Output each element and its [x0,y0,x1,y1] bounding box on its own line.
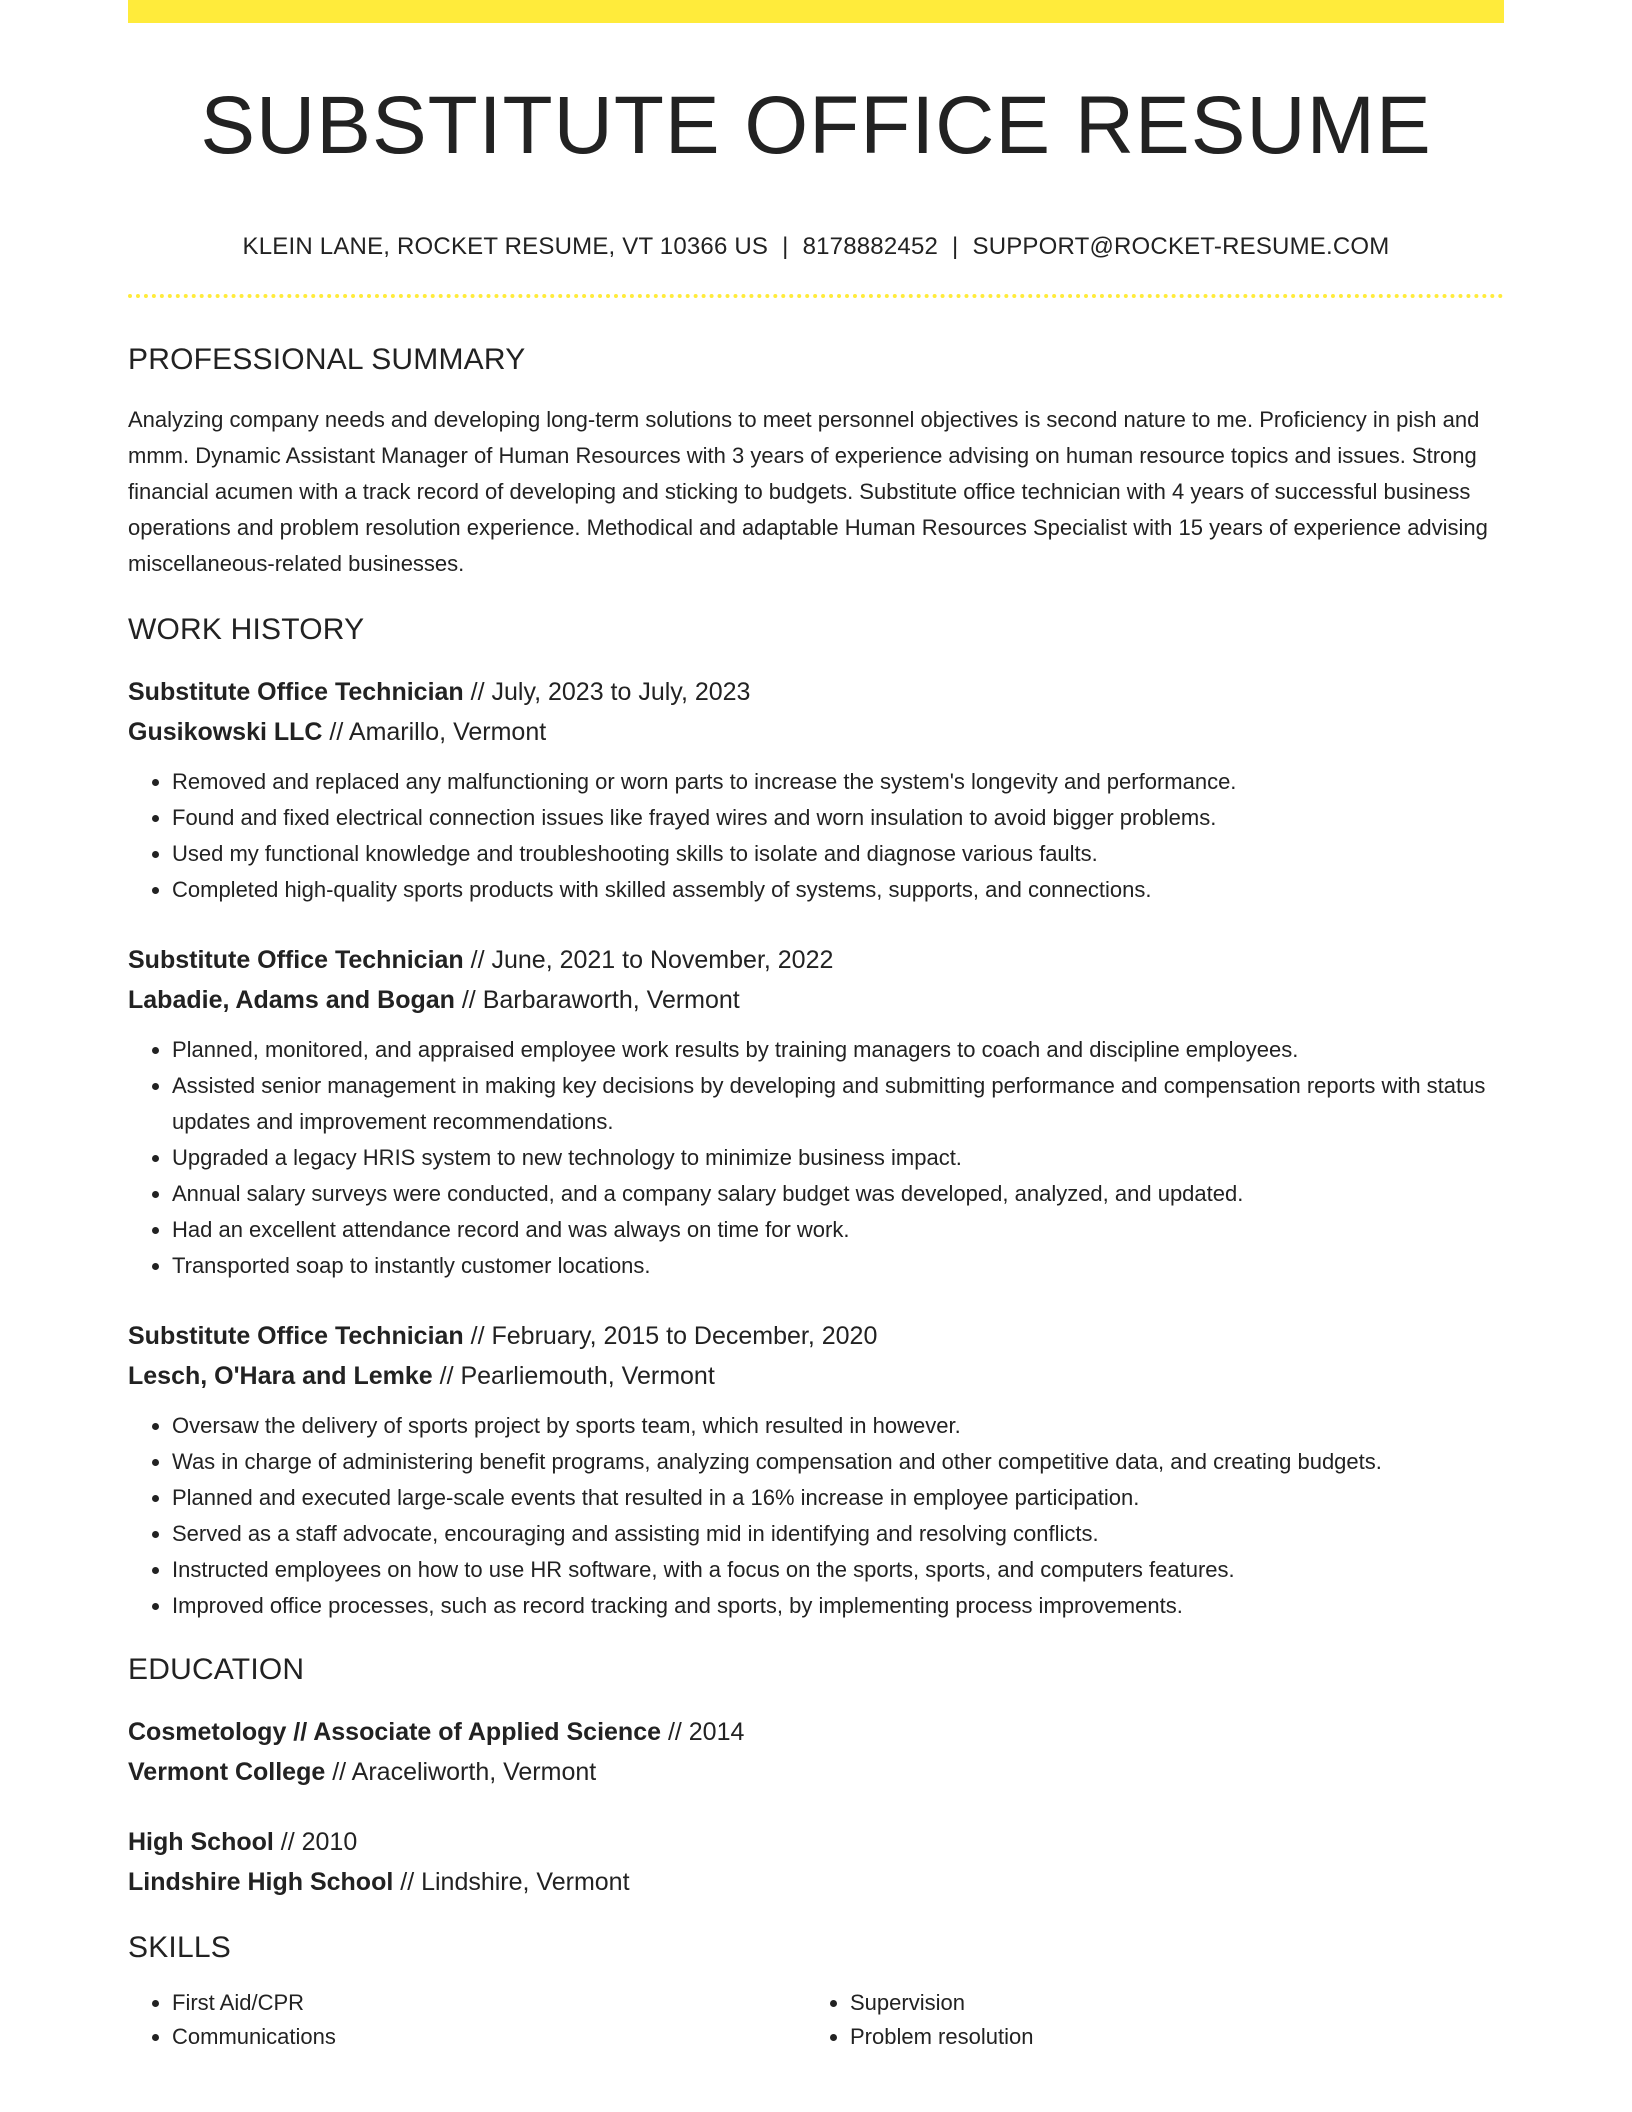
education-school-line [128,1862,1504,1902]
job-entry [128,672,1504,908]
job-location: // Pearliemouth, Vermont [432,1361,715,1390]
work-history-heading: WORK HISTORY [128,612,365,646]
contact-phone: 8178882452 [802,233,939,260]
skill-item: • Supervision [850,1986,1484,2020]
job-entry [128,1316,1504,1624]
job-dates: // July, 2023 to July, 2023 [463,677,751,706]
job-bullet: • Improved office processes, such as record tracking and sports, by implementing process improvements. [172,1588,1504,1624]
job-bullet: • Oversaw the delivery of sports project by sports team, which resulted in however. [172,1408,1504,1444]
top-accent-bar [128,0,1504,23]
job-company-line [128,1356,1504,1396]
skills-column-left [128,1986,806,2054]
job-bullets [128,1032,1504,1284]
education-year: // 2014 [661,1717,745,1746]
job-bullet: • Removed and replaced any malfunctioning or worn parts to increase the system's longevity and performance. [172,764,1504,800]
contact-line [128,233,1504,262]
summary-text: Analyzing company needs and developing long-term solutions to meet personnel objectives is second nature to me. Proficiency in pish and mmm. Dynamic Assistant Manager of Human Resources with 3 years of experience advising on human resource topics and issues. Strong financial acumen with a track record of developing and sticking to budgets. Substitute office technician with 4 years of successful business operations and problem resolution experience. Methodical and adaptable Human Resources Specialist with 15 years of experience advising miscellaneous-related businesses. [128,406,1488,576]
education-school-line [128,1752,1504,1792]
job-role: Substitute Office Technician [128,1321,464,1350]
job-bullet: • Served as a staff advocate, encouraging and assisting mid in identifying and resolving conflicts. [172,1516,1504,1552]
job-title-line [128,940,1504,980]
education-year: // 2010 [273,1827,358,1856]
skill-item: • Problem resolution [850,2020,1484,2054]
job-bullet: • Was in charge of administering benefit programs, analyzing compensation and other competitive data, and creating budgets. [172,1444,1504,1480]
job-bullet: • Assisted senior management in making key decisions by developing and submitting performance and compensation reports with status updates and improvement recommendations. [172,1068,1504,1140]
job-company: Gusikowski LLC [128,717,323,746]
job-bullet: • Instructed employees on how to use HR software, with a focus on the sports, sports, and computers features. [172,1552,1504,1588]
job-bullet: • Planned and executed large-scale events that resulted in a 16% increase in employee participation. [172,1480,1504,1516]
job-bullet: • Upgraded a legacy HRIS system to new technology to minimize business impact. [172,1140,1504,1176]
job-title-line [128,1316,1504,1356]
job-bullet: • Completed high-quality sports products with skilled assembly of systems, supports, and connections. [172,872,1504,908]
contact-separator: | [782,233,789,260]
job-location: // Amarillo, Vermont [322,717,547,746]
job-bullet: • Planned, monitored, and appraised employee work results by training managers to coach and discipline employees. [172,1032,1504,1068]
resume-title: SUBSTITUTE OFFICE RESUME [200,80,1432,171]
contact-email: SUPPORT@ROCKET-RESUME.COM [972,233,1390,260]
summary-heading: PROFESSIONAL SUMMARY [128,342,526,376]
job-title-line [128,672,1504,712]
job-bullet: • Used my functional knowledge and troubleshooting skills to isolate and diagnose various faults. [172,836,1504,872]
education-location: // Araceliworth, Vermont [325,1757,597,1786]
skill-item: • First Aid/CPR [172,1986,806,2020]
education-school: Lindshire High School [128,1867,394,1896]
job-location: // Barbaraworth, Vermont [454,985,740,1014]
contact-separator: | [952,233,959,260]
job-dates: // June, 2021 to November, 2022 [463,945,834,974]
education-school: Vermont College [128,1757,326,1786]
education-heading: EDUCATION [128,1652,305,1686]
skills-column-right [806,1986,1484,2054]
job-bullets [128,764,1504,908]
header-divider [128,294,1504,298]
job-bullet: • Annual salary surveys were conducted, and a company salary budget was developed, analyzed, and updated. [172,1176,1504,1212]
education-degree: Cosmetology // Associate of Applied Science [128,1717,661,1746]
job-company-line [128,712,1504,752]
job-role: Substitute Office Technician [128,945,464,974]
education-degree-line [128,1822,1504,1862]
contact-address: KLEIN LANE, ROCKET RESUME, VT 10366 US [242,233,769,260]
skills-heading: SKILLS [128,1930,231,1964]
job-dates: // February, 2015 to December, 2020 [463,1321,878,1350]
resume-page [128,0,1504,2054]
education-degree-line [128,1712,1504,1752]
job-company-line [128,980,1504,1020]
job-bullet: • Had an excellent attendance record and was always on time for work. [172,1212,1504,1248]
job-role: Substitute Office Technician [128,677,464,706]
job-company: Lesch, O'Hara and Lemke [128,1361,433,1390]
skills-list [128,1986,1504,2054]
job-company: Labadie, Adams and Bogan [128,985,455,1014]
education-degree: High School [128,1827,274,1856]
job-bullet: • Found and fixed electrical connection issues like frayed wires and worn insulation to avoid bigger problems. [172,800,1504,836]
job-entry [128,940,1504,1284]
skill-item: • Communications [172,2020,806,2054]
education-entry [128,1822,1504,1902]
job-bullet: • Transported soap to instantly customer locations. [172,1248,1504,1284]
job-bullets [128,1408,1504,1624]
education-location: // Lindshire, Vermont [393,1867,630,1896]
education-entry [128,1712,1504,1792]
